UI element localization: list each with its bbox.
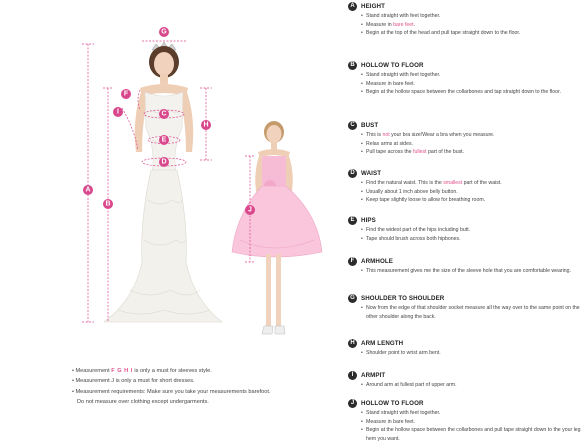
svg-text:G: G	[161, 28, 167, 36]
svg-text:C: C	[161, 110, 167, 118]
wedding-dress-model	[104, 42, 222, 322]
section-bullets	[361, 226, 585, 243]
svg-text:H: H	[203, 121, 209, 129]
section-title: ARMHOLE	[361, 258, 393, 265]
section-badge: B	[348, 61, 357, 70]
bullet-item: • Find the natural waist. This is the smallest part of the waist.	[361, 179, 585, 188]
section-badge: J	[348, 399, 357, 408]
bullet-item: • Around arm at fullest part of upper arm.	[361, 381, 585, 390]
bullet-item: • Pull tape across the fullest part of the bust.	[361, 148, 585, 157]
section-badge: C	[348, 121, 357, 130]
section-bullets	[361, 304, 585, 321]
bullet-item: • Usually about 1 inch above belly button.	[361, 188, 585, 197]
bullet-item: • Find the widest part of the hips including butt.	[361, 226, 585, 235]
bullet-item: • This measurement gives me the size of the sleeve hole that you are comfortable wearing.	[361, 267, 585, 276]
bullet-item: • Now from the edge of that shoulder socket measure all the way over to the same point on the other shoulder along the back.	[361, 304, 585, 321]
bullet-item: • This is not your bra size!Wear a bra when you measure.	[361, 131, 585, 140]
label-h	[201, 120, 211, 130]
bullet-item: • Measure in bare feet.	[361, 418, 585, 427]
note-line-1: • Measurement F G H I is only a must for sleeves style.	[72, 368, 212, 374]
label-c	[159, 109, 169, 119]
section-title: HIPS	[361, 217, 376, 224]
section-badge: H	[348, 339, 357, 348]
section-title: SHOULDER TO SHOULDER	[361, 295, 445, 302]
section-title: HOLLOW TO FLOOR	[361, 400, 424, 407]
bullet-item: • Shoulder point to wrist arm bent.	[361, 349, 585, 358]
svg-text:F: F	[123, 90, 129, 98]
measurement-guide	[345, 0, 588, 441]
section-title: HEIGHT	[361, 3, 385, 10]
section-badge: E	[348, 216, 357, 225]
label-i	[113, 107, 123, 117]
bullet-item: • Begin at the hollow space between the collarbones and tap straight down to the floor.	[361, 88, 585, 97]
section-title: BUST	[361, 122, 379, 129]
label-a	[83, 185, 93, 195]
label-d	[159, 157, 169, 167]
section-bullets	[361, 409, 585, 443]
section-title: HOLLOW TO FLOOR	[361, 62, 424, 69]
bullet-item: • Tape should brush across both hipbones.	[361, 235, 585, 244]
section-badge: A	[348, 2, 357, 11]
svg-text:D: D	[161, 158, 167, 166]
section-bullets	[361, 267, 585, 276]
svg-text:I: I	[117, 108, 119, 116]
note-line-4: Do not measure over clothing except undergarments.	[77, 399, 209, 406]
svg-text:B: B	[105, 200, 111, 208]
note-line-2: • Measurement J is only a must for short dresses.	[72, 378, 195, 385]
section-title: WAIST	[361, 170, 382, 177]
note-line-3: • Measurement requirements: Make sure you take your measurements barefoot.	[72, 388, 271, 395]
bullet-item: • Stand straight with feet together.	[361, 12, 585, 21]
label-g	[159, 27, 169, 37]
section-bullets	[361, 12, 585, 38]
section-badge: D	[348, 169, 357, 178]
bullet-item: • Stand straight with feet together.	[361, 71, 585, 80]
svg-text:E: E	[161, 136, 167, 144]
bullet-item: • Measure in bare feet.	[361, 21, 585, 30]
bullet-item: • Begin at the top of the head and pull tape straight down to the floor.	[361, 29, 585, 38]
bullet-item: • Stand straight with feet together.	[361, 409, 585, 418]
label-b	[103, 199, 113, 209]
section-badge: I	[348, 371, 357, 380]
section-bullets	[361, 131, 585, 157]
section-bullets	[361, 71, 585, 97]
svg-text:J: J	[248, 206, 252, 214]
section-badge: G	[348, 294, 357, 303]
bullet-item: • Begin at the hollow space between the collarbones and pull tape straight down to the your leg hem you want.	[361, 426, 585, 443]
section-title: ARM LENGTH	[361, 340, 404, 347]
bullet-item: • Keep tape slightly loose to allow for breathing room.	[361, 196, 585, 205]
bullet-item: • Relax arms at sides.	[361, 140, 585, 149]
svg-text:A: A	[85, 186, 91, 194]
section-bullets	[361, 179, 585, 205]
short-dress-model	[232, 121, 322, 334]
section-title: ARMPIT	[361, 372, 386, 379]
section-badge: F	[348, 257, 357, 266]
measurement-notes	[72, 366, 342, 408]
bullet-item: • Measure in bare feet.	[361, 80, 585, 89]
label-j	[245, 205, 255, 215]
section-bullets	[361, 381, 585, 390]
label-f	[121, 89, 131, 99]
section-bullets	[361, 349, 585, 358]
label-e	[159, 135, 169, 145]
